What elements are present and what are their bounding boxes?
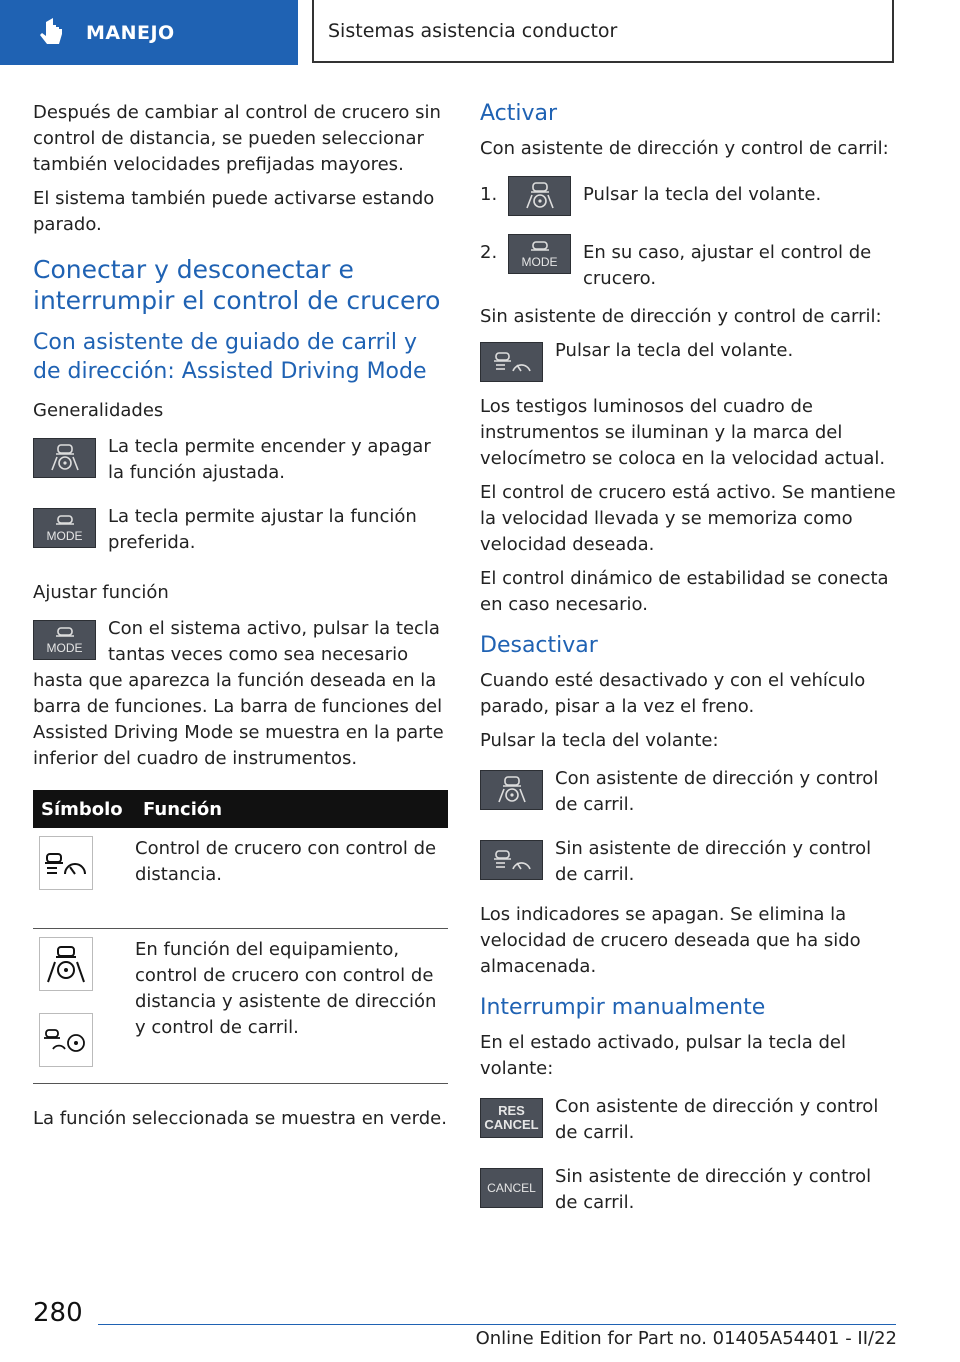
cruise-distance-icon <box>39 836 93 890</box>
table-row <box>33 929 448 1084</box>
heading-ajustar: Ajustar función <box>33 582 169 603</box>
edition-text: Online Edition for Part no. 01405A54401 - II/22 <box>475 1328 897 1349</box>
key-row-desact-cruise <box>480 836 896 888</box>
heading-activar: Activar <box>480 101 558 126</box>
heading-interrumpir: Interrumpir manualmente <box>480 995 766 1020</box>
mode-button-icon <box>33 620 96 660</box>
left-column <box>33 100 448 1140</box>
step-text: En su caso, ajustar el control de crucero. <box>583 242 872 289</box>
function-description: En función del equipamiento, control de crucero con control de distancia y asistente de dirección y control de carril. <box>135 939 437 1038</box>
table-header-symbol: Símbolo <box>33 790 135 828</box>
paragraph: El control de crucero está activo. Se mantiene la velocidad llevada y se memoriza como velocidad deseada. <box>480 482 896 555</box>
page-footer <box>0 1290 960 1362</box>
list-item <box>480 182 896 216</box>
heading-desactivar: Desactivar <box>480 633 598 658</box>
key-description: Pulsar la tecla del volante. <box>555 340 794 361</box>
key-row-desact-assist <box>480 766 896 818</box>
key-description: Sin asistente de dirección y control de carril. <box>555 838 872 885</box>
key-description: La tecla permite encender y apagar la función ajustada. <box>108 436 431 483</box>
paragraph: Con el sistema activo, pulsar la tecla tantas veces como sea necesario hasta que aparezca la función deseada en la barra de funciones. La barra de funciones del Assisted Driving Mode se muestra en la parte inferior del cuadro de instrumentos. <box>33 618 444 769</box>
cruise-steering-icon <box>39 1013 93 1067</box>
paragraph: Los indicadores se apagan. Se elimina la velocidad de crucero deseada que ha sido almacenada. <box>480 904 861 977</box>
step-number: 1. <box>480 184 498 205</box>
paragraph: Pulsar la tecla del volante: <box>480 730 719 751</box>
cancel-button-icon <box>480 1168 543 1208</box>
cruise-button-icon <box>480 840 543 880</box>
activation-steps <box>480 182 896 292</box>
paragraph: La función seleccionada se muestra en verde. <box>33 1108 447 1129</box>
table-header-function: Función <box>135 790 448 828</box>
cruise-button-icon <box>480 342 543 382</box>
ajustar-block <box>33 616 448 772</box>
mode-button-icon <box>33 508 96 548</box>
key-row-cancel <box>480 1164 896 1216</box>
footer-divider <box>98 1324 896 1325</box>
heading-generalidades: Generalidades <box>33 400 164 421</box>
paragraph: Cuando esté desactivado y con el vehículo parado, pisar a la vez el freno. <box>480 670 866 717</box>
list-item <box>480 240 896 292</box>
section-heading: Conectar y desconectar e interrumpir el control de crucero <box>33 255 441 315</box>
key-description: Con asistente de dirección y control de carril. <box>555 1096 879 1143</box>
table-row <box>33 828 448 929</box>
mode-label: MODE <box>46 640 83 655</box>
paragraph: El control dinámico de estabilidad se conecta en caso necesario. <box>480 568 889 615</box>
key-description: Sin asistente de dirección y control de carril. <box>555 1166 872 1213</box>
paragraph: En el estado activado, pulsar la tecla del volante: <box>480 1032 846 1079</box>
function-description: Control de crucero con control de distancia. <box>135 838 437 885</box>
key-row-assist <box>33 434 448 486</box>
res-cancel-button-icon <box>480 1098 543 1138</box>
key-row-res-cancel <box>480 1094 896 1146</box>
hand-icon <box>36 18 66 48</box>
key-description: Con asistente de dirección y control de carril. <box>555 768 879 815</box>
cancel-label: CANCEL <box>487 1180 536 1195</box>
paragraph: Después de cambiar al control de crucero sin control de distancia, se pueden seleccionar también velocidades prefijadas mayores. <box>33 102 441 175</box>
chapter-title: Sistemas asistencia conductor <box>328 19 618 42</box>
key-row-cruise <box>480 338 896 382</box>
paragraph: El sistema también puede activarse estando parado. <box>33 188 435 235</box>
mode-label: MODE <box>46 528 83 543</box>
mode-label: MODE <box>521 254 558 269</box>
symbol-table <box>33 790 448 1084</box>
key-row-mode <box>33 504 448 556</box>
mode-button-icon <box>508 234 571 274</box>
assist-button-icon <box>508 176 571 216</box>
page-number: 280 <box>33 1298 83 1328</box>
step-number: 2. <box>480 242 498 263</box>
res-label: RES <box>498 1103 525 1118</box>
paragraph: Con asistente de dirección y control de carril: <box>480 138 889 159</box>
section-title: MANEJO <box>86 21 175 44</box>
steering-assist-icon <box>39 937 93 991</box>
assist-button-icon <box>33 438 96 478</box>
subsection-heading: Con asistente de guiado de carril y de dirección: Assisted Driving Mode <box>33 330 427 384</box>
key-description: La tecla permite ajustar la función preferida. <box>108 506 417 553</box>
step-text: Pulsar la tecla del volante. <box>583 184 822 205</box>
section-tab <box>0 0 298 65</box>
right-column <box>480 100 896 1224</box>
paragraph: Los testigos luminosos del cuadro de instrumentos se iluminan y la marca del velocímetro se coloca en la velocidad actual. <box>480 396 886 469</box>
chapter-header <box>312 0 894 63</box>
assist-button-icon <box>480 770 543 810</box>
paragraph: Sin asistente de dirección y control de carril: <box>480 306 882 327</box>
cancel-label: CANCEL <box>484 1117 539 1132</box>
